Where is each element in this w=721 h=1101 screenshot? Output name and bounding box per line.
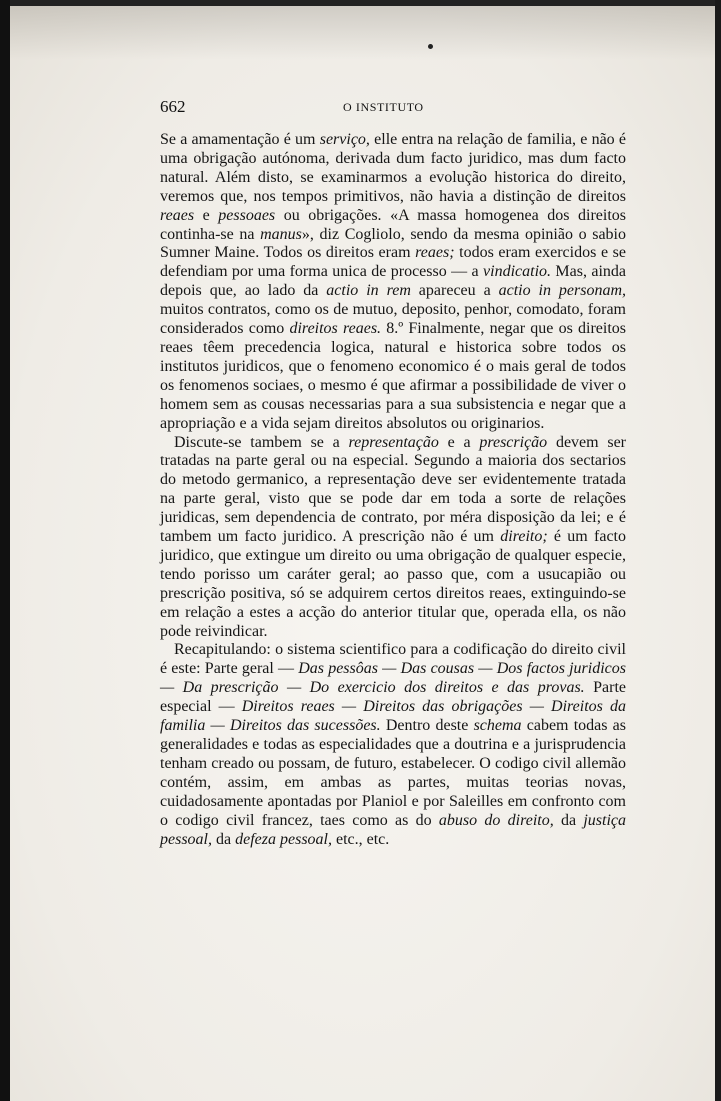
text-run: muitos contratos, como os de mutuo, deposito, penhor, comodato, foram considerados como [160, 301, 626, 338]
italic-text: direitos reaes. [289, 320, 382, 338]
text-run: da [553, 811, 584, 829]
running-title: O INSTITUTO [343, 100, 424, 114]
ink-speck [428, 44, 433, 49]
italic-text: schema [473, 717, 522, 735]
text-run: Mas, ainda depois que, ao lado da [160, 263, 627, 300]
italic-text: defeza pessoal, [235, 830, 332, 848]
italic-text: abuso do direito, [438, 811, 554, 829]
text-run: apareceu a [410, 282, 499, 300]
text-run: devem ser tratadas na parte geral ou na especial. Segundo a maioria dos sectarios do metodo germanico, a representação deve ser evidentemente tratada na parte geral, visto que se pode dar em toda a sorte de relações juridicas, sem dependencia de contrato, por méra disposição da lei; e é tambem um facto juridico. A prescrição não é um [160, 433, 627, 546]
text-run: Discute-se tambem se a [174, 433, 349, 451]
italic-text: vindicatio. [483, 263, 552, 281]
italic-text: reaes; [415, 244, 455, 262]
text-run: e [194, 206, 219, 224]
italic-text: actio in rem [326, 282, 411, 300]
scan-shadow [0, 0, 721, 60]
body-text [160, 131, 626, 849]
text-run: », diz Cogliolo, sendo da mesma opinião o sabio Sumner Maine. Todos os direitos eram [160, 225, 626, 262]
text-run: e a [438, 433, 480, 451]
text-run: cabem todas as generalidades e todas as especialidades que a doutrina e a jurisprudencia tenham creado ou possam, de futuro, estabelecer. O codigo civil allemão contém, assim, em ambas as partes, muitas teorias novas, cuidadosamente apontadas por Planiol e por Saleilles em confronto com o codigo civil francez, taes como as do [160, 717, 626, 829]
italic-text: reaes [160, 206, 195, 224]
italic-text: manus [260, 225, 302, 243]
text-run: todos eram exercidos e se defendiam por uma forma unica de processo — a [160, 244, 626, 281]
text-run: 8.º Finalmente, negar que os direitos reaes têem precedencia logica, natural e historica sobre todos os institutos juridicos, que o fenomeno economico é o mais geral de todos os fenomenos sociaes, o mesmo é que afirmar a possibilidade de viver o homem sem as cousas necessarias para a sua subsistencia e negar que a apropriação e a vida sejam direitos absolutos ou originarios. [160, 320, 627, 432]
text-run: elle entra na relação de familia, e não é uma obrigação autónoma, derivada dum facto juridico, mas dum facto natural. Além disto, se examinarmos a evolução historica do direito, veremos que, nos tempos primitivos, não havia a distinção de direitos [160, 131, 627, 205]
italic-text: direito; [500, 528, 548, 546]
scan-edge-right [715, 0, 721, 1101]
paragraph [160, 641, 626, 849]
text-run: da [212, 830, 236, 848]
paragraph [160, 131, 626, 434]
italic-text: representação [348, 433, 439, 451]
italic-text: Das pessôas — Das cousas — Dos factos juridicos — Da prescrição — Do exercicio dos direitos e das provas. [160, 660, 626, 697]
text-run: Recapitulando: o sistema scientifico para a codificação do direito civil é este: Parte geral — [160, 641, 626, 678]
italic-text: justiça pessoal, [160, 811, 627, 848]
scan-edge-top [0, 0, 721, 6]
scan-edge-left [0, 0, 10, 1101]
italic-text: actio in personam, [498, 282, 627, 300]
italic-text: Direitos reaes — Direitos das obrigações — Direitos da familia — Direitos das sucessões. [160, 698, 626, 735]
text-run: etc., etc. [331, 830, 390, 848]
page-number: 662 [160, 97, 186, 116]
text-run: ou obrigações. «A massa homogenea dos direitos continha-se na [160, 206, 627, 243]
italic-text: pessoaes [218, 206, 276, 224]
paragraph [160, 434, 626, 642]
text-run: é um facto juridico, que extingue um direito ou uma obrigação de qualquer especie, tendo porisso um caráter geral; ao passo que, com a usucapião ou prescrição positiva, só se adquirem certos direitos reaes, extinguindo-se em relação a estes a acção do anterior titular que, operada ella, os não pode reivindicar. [160, 528, 626, 640]
italic-text: serviço, [319, 131, 370, 148]
italic-text: prescrição [479, 433, 548, 451]
text-run: Dentro deste [380, 717, 474, 735]
page-header [160, 97, 630, 117]
text-run: Se a amamentação é um [160, 131, 320, 148]
text-run: Parte especial — [160, 679, 627, 716]
